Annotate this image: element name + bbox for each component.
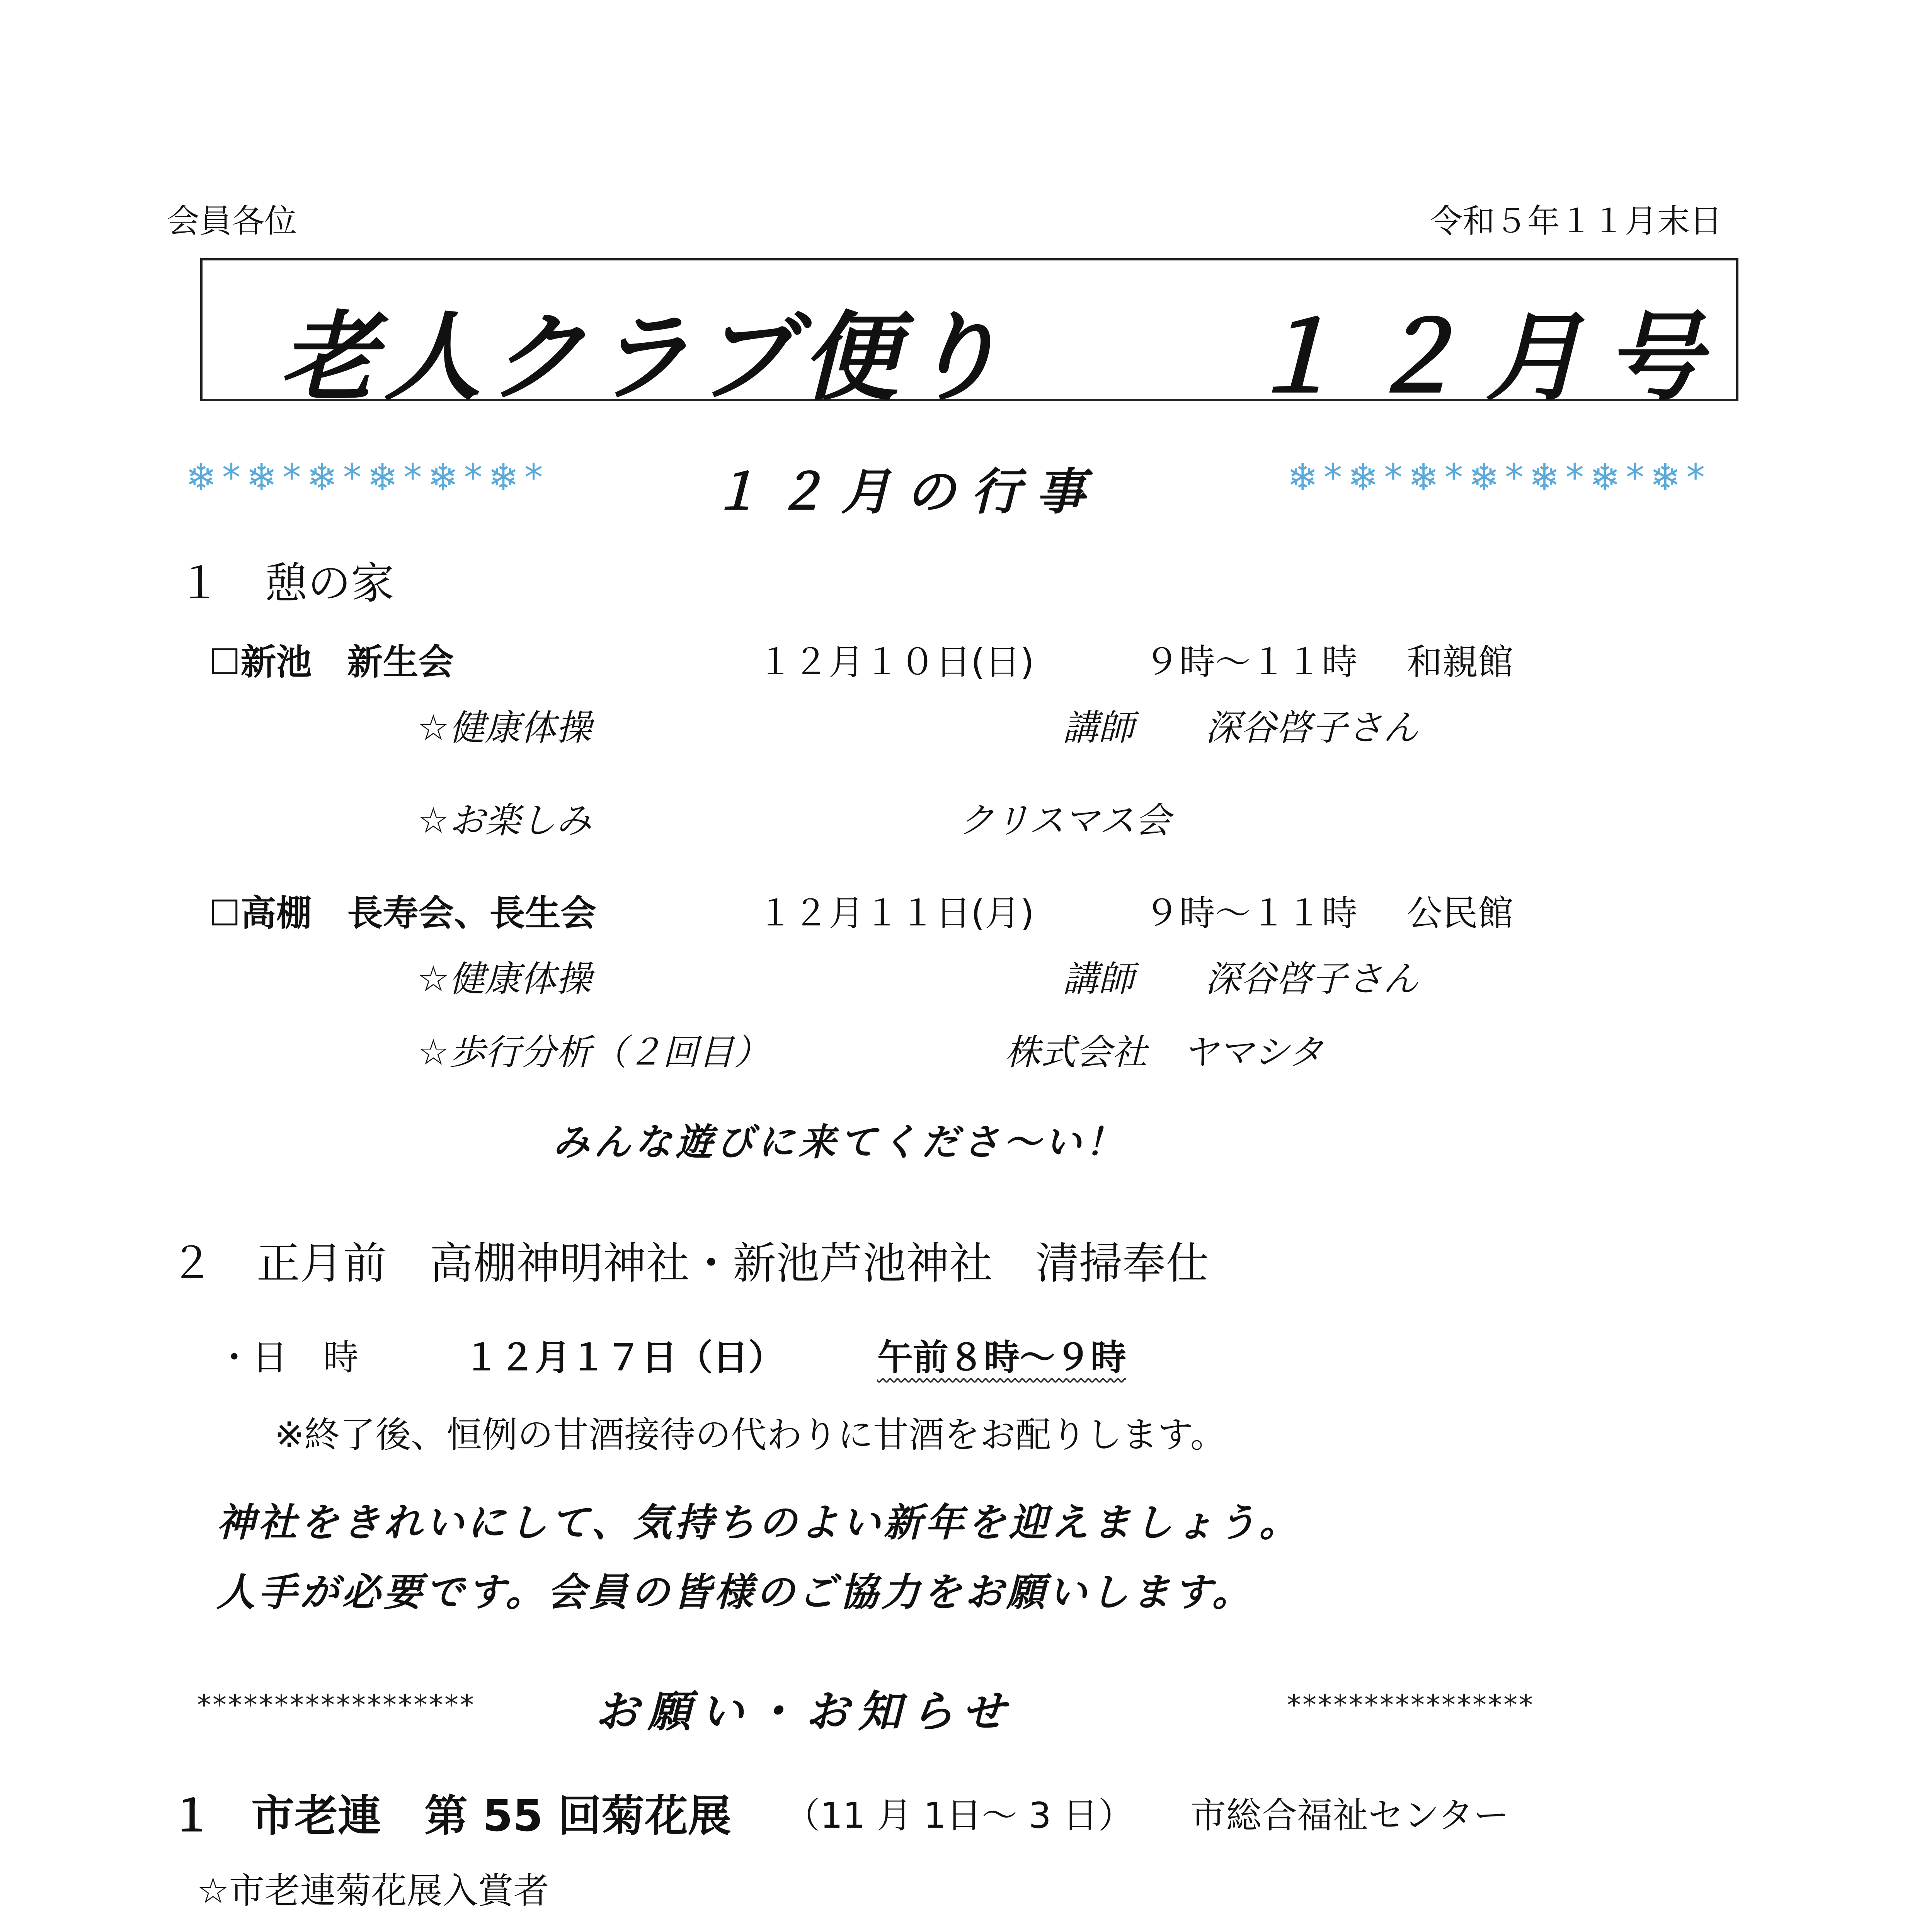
cleaning-message-2: 人手が必要です。会員の皆様のご協力をお願いします。: [216, 1569, 1254, 1615]
section3-heading: 市老連 第 55 回菊花展: [251, 1791, 731, 1841]
group2-activity2: ☆歩行分析（２回目）: [417, 1032, 770, 1073]
group2-activity1-detail: 講師 深谷啓子さん: [1063, 958, 1419, 1000]
recipient: 会員各位: [167, 202, 297, 240]
notices-heading: お願い・お知らせ: [595, 1686, 1015, 1737]
group1-name: ☐新池 新生会: [209, 641, 454, 683]
group2-time: ９時～１１時: [1144, 893, 1358, 934]
group1-activity2-detail: クリスマス会: [958, 800, 1171, 841]
group2-name: ☐高棚 長寿会、長生会: [209, 893, 596, 934]
title-box: [200, 258, 1738, 414]
invite-message: みんな遊びに来てくださ～い！: [553, 1120, 1126, 1164]
events-heading: １２月の行事: [711, 463, 1101, 521]
cleaning-message-1: 神社をきれいにして、気持ちのよい新年を迎えましょう。: [216, 1500, 1301, 1545]
group2-place: 公民館: [1407, 893, 1514, 934]
cleaning-date: １２月１７日（日）: [464, 1337, 784, 1378]
exhibition-venue: 市総合福祉センター: [1190, 1795, 1509, 1836]
section3-number: １: [170, 1791, 213, 1841]
snowflake-decoration-left: ❄*❄*❄*❄*❄*❄*: [186, 456, 548, 499]
group1-date: １２月１０日(日): [758, 641, 1034, 683]
group1-activity1: ☆健康体操: [417, 707, 592, 748]
snowflake-decoration-right: ❄*❄*❄*❄*❄*❄*❄*: [1287, 456, 1711, 499]
group1-place: 和親館: [1407, 641, 1514, 683]
section2-heading: ２ 正月前 高棚神明神社・新池芦池神社 清掃奉仕: [170, 1238, 1209, 1289]
stars-decoration-right: ****************: [1287, 1689, 1534, 1721]
page-title: 老人クラブ便り: [280, 300, 1010, 414]
group1-time: ９時～１１時: [1144, 641, 1358, 683]
issue-month: １２月号: [1246, 300, 1725, 414]
issue-date: 令和５年１１月末日: [1430, 202, 1723, 240]
stars-decoration-left: ******************: [197, 1689, 475, 1721]
cleaning-time: 午前８時～９時: [877, 1337, 1127, 1378]
section1-heading: １ 憩の家: [178, 558, 394, 609]
group2-activity1: ☆健康体操: [417, 958, 592, 1000]
award-subheading: ☆市老連菊花展入賞者: [197, 1870, 549, 1912]
cleaning-datetime-label: ・日 時: [216, 1337, 359, 1378]
group1-activity1-detail: 講師 深谷啓子さん: [1063, 707, 1419, 748]
group2-date: １２月１１日(月): [758, 893, 1034, 934]
exhibition-period: （11 月 1日～ 3 日）: [785, 1795, 1134, 1836]
group2-activity2-detail: 株式会社 ヤマシタ: [1005, 1032, 1324, 1073]
group1-activity2: ☆お楽しみ: [417, 800, 592, 841]
cleaning-note: ※終了後、恒例の甘酒接待の代わりに甘酒をお配りします。: [274, 1414, 1226, 1456]
